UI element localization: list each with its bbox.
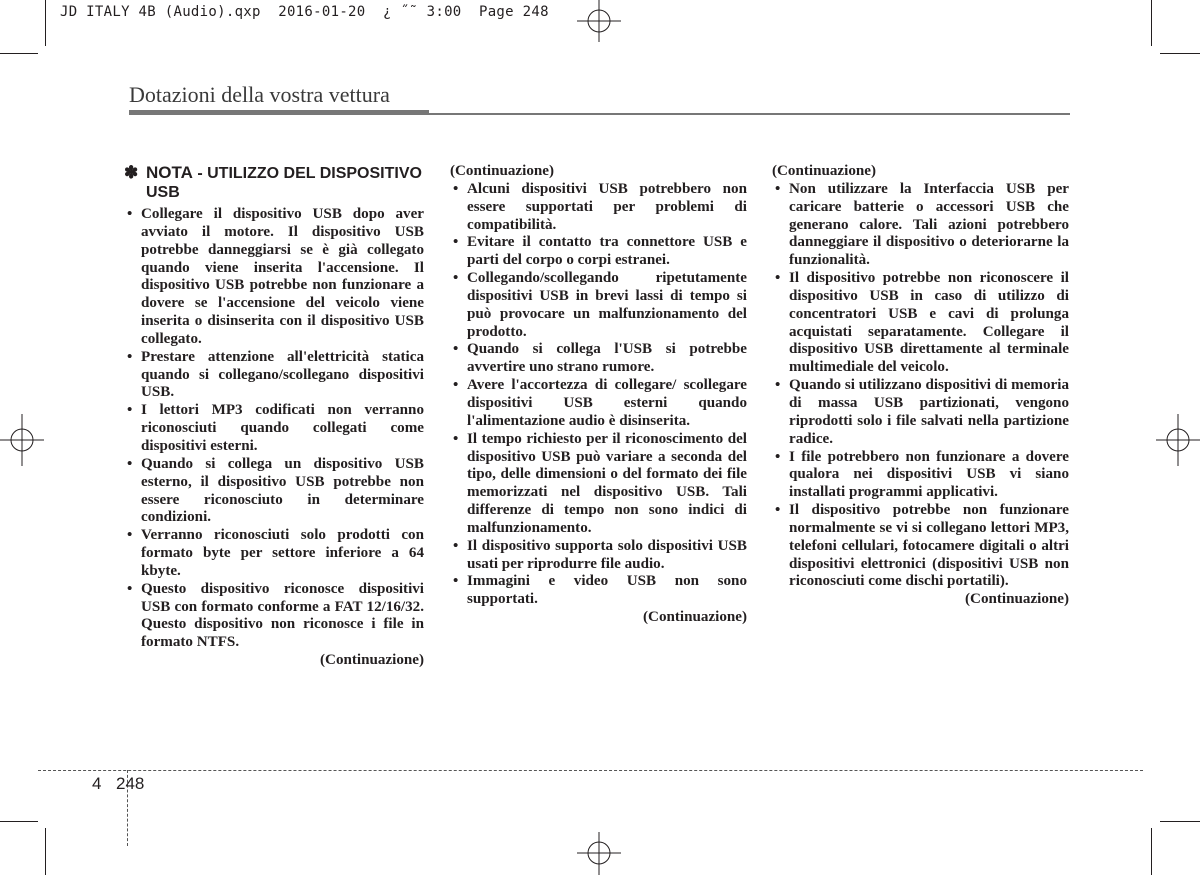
text-column-3 bbox=[772, 163, 1069, 609]
note-heading bbox=[124, 163, 424, 202]
list-item: • Il dispositivo potrebbe non riconoscere il dispositivo USB in caso di utilizzo di concentratori USB e cavi di prolunga acquistati separatamente. Collegare il dispositivo USB direttamente al terminale multimediale del veicolo. bbox=[772, 270, 1069, 377]
bullet-list bbox=[124, 206, 424, 652]
header-rule bbox=[129, 110, 429, 115]
continued-label: (Continuazione) bbox=[320, 652, 424, 669]
print-slug: JD ITALY 4B (Audio).qxp 2016-01-20 ¿ ˝˜ 3:00 Page 248 bbox=[60, 4, 549, 20]
registration-mark-right bbox=[1156, 412, 1200, 468]
list-item: • Alcuni dispositivi USB potrebbero non essere supportati per problemi di compatibilità. bbox=[450, 181, 747, 235]
list-item: • Non utilizzare la Interfaccia USB per caricare batterie o accessori USB che generano calore. Tali azioni potrebbero danneggiare il dispositivo o deteriorarne la funzionalità. bbox=[772, 181, 1069, 270]
text-column-1 bbox=[124, 163, 424, 670]
list-item: • Evitare il contatto tra connettore USB e parti del corpo o corpi estranei. bbox=[450, 234, 747, 270]
list-item: • Verranno riconosciuti solo prodotti con formato byte per settore inferiore a 64 kbyte. bbox=[124, 527, 424, 581]
continued-label: (Continuazione) bbox=[965, 591, 1069, 608]
list-item: • Collegando/scollegando ripetutamente dispositivi USB in brevi lassi di tempo si può provocare un malfunzionamento del prodotto. bbox=[450, 270, 747, 341]
continued-label: (Continuazione) bbox=[450, 163, 554, 179]
list-item: • Prestare attenzione all'elettricità statica quando si collegano/scollegano dispositivi USB. bbox=[124, 349, 424, 403]
section-header-title: Dotazioni della vostra vettura bbox=[129, 82, 390, 107]
registration-mark-top bbox=[572, 0, 626, 42]
list-item: • I lettori MP3 codificati non verranno riconosciuti quando collegati come dispositivi esterni. bbox=[124, 402, 424, 456]
header-rule-thin bbox=[429, 113, 1070, 115]
list-item: • Il tempo richiesto per il riconoscimento del dispositivo USB può variare a seconda del tipo, delle dimensioni o del formato dei file memorizzati nel dispositivo USB. Tali differenze di tempo non sono indici di malfunzionamento. bbox=[450, 431, 747, 538]
continued-label: (Continuazione) bbox=[772, 163, 876, 179]
registration-mark-bottom bbox=[572, 832, 626, 875]
list-item: • Il dispositivo potrebbe non funzionare normalmente se vi si collegano lettori MP3, telefoni cellulari, fotocamere digitali o altri dispositivi elettronici (dispositivi USB non riconosciuti come dischi portatili). bbox=[772, 502, 1069, 591]
registration-mark-left bbox=[0, 412, 44, 468]
note-label: NOTA bbox=[146, 163, 193, 182]
list-item: • Il dispositivo supporta solo dispositivi USB usati per riprodurre file audio. bbox=[450, 538, 747, 574]
page-number-value: 248 bbox=[116, 774, 145, 793]
continued-label: (Continuazione) bbox=[643, 609, 747, 626]
list-item: • Collegare il dispositivo USB dopo aver avviato il motore. Il dispositivo USB potrebbe danneggiarsi se è già collegato quando viene inserita l'accensione. Il dispositivo USB potrebbe non funzionare a dovere se l'accensione del veicolo viene inserita o disinserita con il dispositivo USB collegato. bbox=[124, 206, 424, 349]
bullet-list bbox=[772, 181, 1069, 591]
chapter-number: 4 bbox=[92, 774, 102, 793]
list-item: • I file potrebbero non funzionare a dovere qualora nei dispositivi USB vi siano installati programmi applicativi. bbox=[772, 449, 1069, 503]
asterisk-icon: ✽ bbox=[124, 163, 139, 182]
page-number bbox=[92, 774, 144, 794]
note-subtitle: - UTILIZZO DEL DISPOSITIVO USB bbox=[146, 165, 422, 201]
footer-rule bbox=[38, 770, 1143, 771]
list-item: • Avere l'accortezza di collegare/ scollegare dispositivi USB esterni quando l'alimentazione audio è disinserita. bbox=[450, 377, 747, 431]
list-item: • Quando si collega l'USB si potrebbe avvertire uno strano rumore. bbox=[450, 341, 747, 377]
text-column-2 bbox=[450, 163, 747, 627]
bullet-list bbox=[450, 181, 747, 609]
list-item: • Quando si collega un dispositivo USB esterno, il dispositivo USB potrebbe non essere riconosciuto in determinare condizioni. bbox=[124, 456, 424, 527]
list-item: • Immagini e video USB non sono supportati. bbox=[450, 573, 747, 609]
list-item: • Quando si utilizzano dispositivi di memoria di massa USB partizionati, vengono riprodotti solo i file salvati nella partizione radice. bbox=[772, 377, 1069, 448]
list-item: • Questo dispositivo riconosce dispositivi USB con formato conforme a FAT 12/16/32. Questo dispositivo non riconosce i file in formato NTFS. bbox=[124, 581, 424, 652]
